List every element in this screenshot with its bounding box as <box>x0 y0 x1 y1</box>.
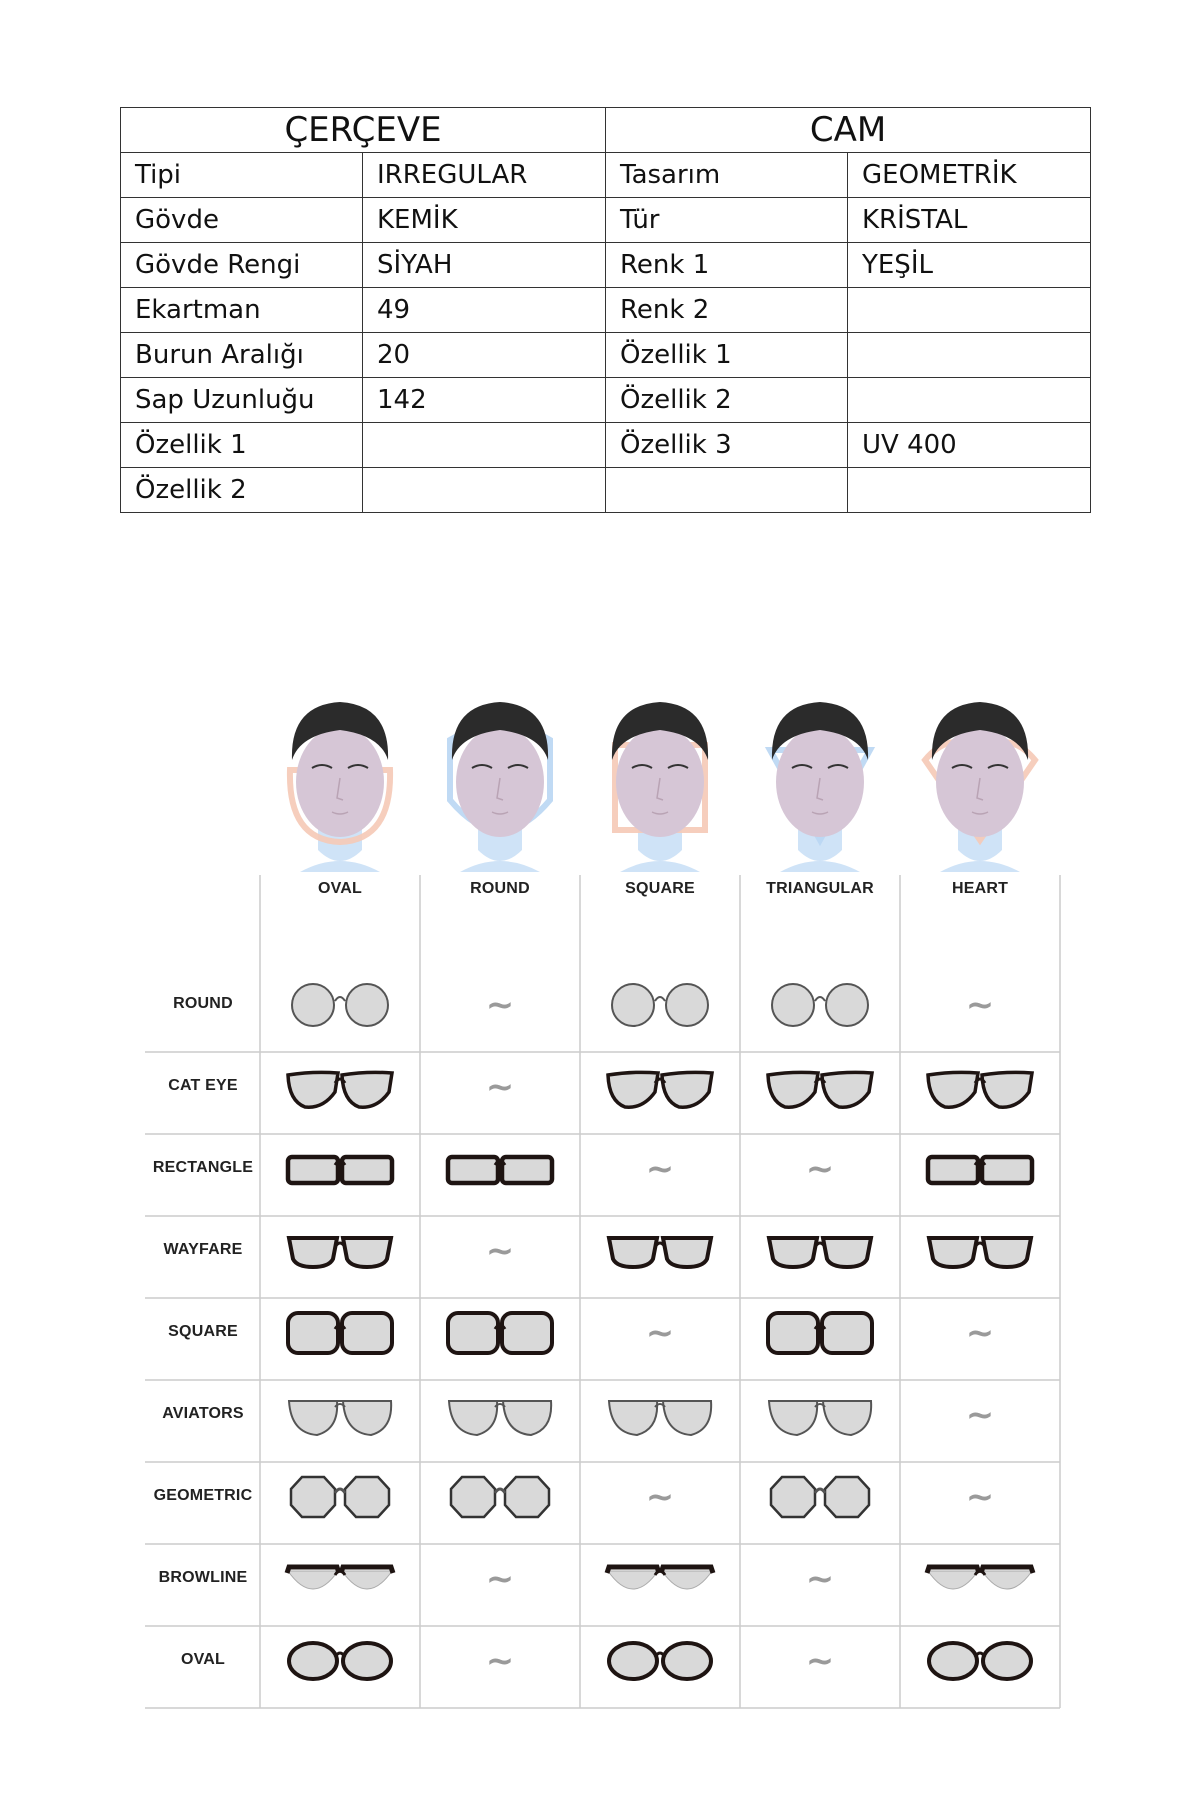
frame-value: 142 <box>363 378 606 423</box>
square-glasses-icon <box>768 1313 872 1353</box>
not-recommended-mark <box>420 1052 580 1122</box>
tilde-icon: ~ <box>965 985 995 1025</box>
round-glasses-icon <box>612 984 708 1026</box>
not-recommended-mark <box>740 1134 900 1204</box>
not-recommended-mark <box>900 1298 1060 1368</box>
tilde-icon: ~ <box>645 1477 675 1517</box>
lens-value: YEŞİL <box>848 243 1091 288</box>
wayfarer-glasses-icon <box>769 1238 871 1267</box>
oval-glasses-icon <box>929 1643 1031 1679</box>
wayfarer-glasses-icon <box>609 1238 711 1267</box>
geometric-glasses-icon <box>451 1477 549 1517</box>
not-recommended-mark <box>420 1544 580 1614</box>
frame-label: Ekartman <box>121 288 363 333</box>
frame-value: 49 <box>363 288 606 333</box>
spec-row <box>121 243 1091 288</box>
tilde-icon: ~ <box>805 1641 835 1681</box>
frame-type-label: SQUARE <box>168 1323 238 1340</box>
aviator-glasses-icon <box>449 1401 551 1435</box>
lens-label: Tür <box>606 198 848 243</box>
spec-row <box>121 468 1091 513</box>
face-shape-label: ROUND <box>470 880 530 897</box>
frame-value: SİYAH <box>363 243 606 288</box>
not-recommended-mark <box>900 1462 1060 1532</box>
aviator-glasses-icon <box>289 1401 391 1435</box>
square-glasses-icon <box>288 1313 392 1353</box>
tilde-icon: ~ <box>485 985 515 1025</box>
lens-label: Özellik 2 <box>606 378 848 423</box>
lens-label <box>606 468 848 513</box>
face-shape-label: SQUARE <box>625 880 695 897</box>
frame-type-label: ROUND <box>173 995 233 1012</box>
not-recommended-mark <box>740 1626 900 1696</box>
not-recommended-mark <box>740 1544 900 1614</box>
frame-type-label: AVIATORS <box>162 1405 244 1422</box>
rectangle-glasses-icon <box>288 1157 392 1183</box>
tilde-icon: ~ <box>805 1149 835 1189</box>
spec-table-container <box>120 107 1090 513</box>
lens-header: CAM <box>606 108 1091 153</box>
tilde-icon: ~ <box>805 1559 835 1599</box>
tilde-icon: ~ <box>645 1313 675 1353</box>
wayfarer-glasses-icon <box>929 1238 1031 1267</box>
lens-label: Renk 1 <box>606 243 848 288</box>
frame-label: Gövde <box>121 198 363 243</box>
frame-type-label: RECTANGLE <box>152 1159 254 1176</box>
geometric-glasses-icon <box>771 1477 869 1517</box>
cat-eye-glasses-icon <box>608 1072 712 1107</box>
spec-row <box>121 333 1091 378</box>
not-recommended-mark <box>900 970 1060 1040</box>
round-glasses-icon <box>772 984 868 1026</box>
frame-value <box>363 468 606 513</box>
frame-guide <box>140 690 1070 1710</box>
frame-value: KEMİK <box>363 198 606 243</box>
lens-label: Renk 2 <box>606 288 848 333</box>
lens-value: GEOMETRİK <box>848 153 1091 198</box>
frame-type-label: OVAL <box>180 1651 226 1668</box>
face-triangular-icon <box>770 702 870 872</box>
lens-value <box>848 333 1091 378</box>
face-shape-label: OVAL <box>317 880 363 897</box>
frame-type-label: CAT EYE <box>168 1077 238 1094</box>
lens-value <box>848 288 1091 333</box>
lens-value <box>848 378 1091 423</box>
face-shape-label: HEART <box>951 880 1009 897</box>
round-glasses-icon <box>292 984 388 1026</box>
wayfarer-glasses-icon <box>289 1238 391 1267</box>
frame-value: 20 <box>363 333 606 378</box>
not-recommended-mark <box>420 1216 580 1286</box>
not-recommended-mark <box>580 1298 740 1368</box>
frame-type-label: BROWLINE <box>158 1569 248 1586</box>
frame-label: Gövde Rengi <box>121 243 363 288</box>
lens-value: UV 400 <box>848 423 1091 468</box>
lens-label: Özellik 1 <box>606 333 848 378</box>
face-heart-icon <box>925 702 1035 872</box>
tilde-icon: ~ <box>645 1149 675 1189</box>
frame-type-label: WAYFARE <box>163 1241 243 1258</box>
lens-value: KRİSTAL <box>848 198 1091 243</box>
frame-label: Tipi <box>121 153 363 198</box>
tilde-icon: ~ <box>485 1641 515 1681</box>
not-recommended-mark <box>420 970 580 1040</box>
spec-row <box>121 423 1091 468</box>
spec-table <box>120 107 1091 513</box>
frame-label: Özellik 1 <box>121 423 363 468</box>
lens-label: Tasarım <box>606 153 848 198</box>
frame-label: Sap Uzunluğu <box>121 378 363 423</box>
browline-glasses-icon <box>287 1567 393 1589</box>
cat-eye-glasses-icon <box>768 1072 872 1107</box>
frame-label: Burun Aralığı <box>121 333 363 378</box>
frame-label: Özellik 2 <box>121 468 363 513</box>
browline-glasses-icon <box>927 1567 1033 1589</box>
tilde-icon: ~ <box>485 1231 515 1271</box>
not-recommended-mark <box>900 1380 1060 1450</box>
not-recommended-mark <box>580 1134 740 1204</box>
aviator-glasses-icon <box>609 1401 711 1435</box>
rectangle-glasses-icon <box>928 1157 1032 1183</box>
spec-row <box>121 198 1091 243</box>
rectangle-glasses-icon <box>448 1157 552 1183</box>
tilde-icon: ~ <box>485 1067 515 1107</box>
tilde-icon: ~ <box>485 1559 515 1599</box>
browline-glasses-icon <box>607 1567 713 1589</box>
lens-value <box>848 468 1091 513</box>
geometric-glasses-icon <box>291 1477 389 1517</box>
spec-row <box>121 153 1091 198</box>
cat-eye-glasses-icon <box>288 1072 392 1107</box>
aviator-glasses-icon <box>769 1401 871 1435</box>
spec-row <box>121 288 1091 333</box>
frame-value: IRREGULAR <box>363 153 606 198</box>
tilde-icon: ~ <box>965 1313 995 1353</box>
face-round-icon <box>450 702 550 872</box>
square-glasses-icon <box>448 1313 552 1353</box>
oval-glasses-icon <box>289 1643 391 1679</box>
frame-type-label: GEOMETRIC <box>153 1487 253 1504</box>
spec-row <box>121 378 1091 423</box>
face-oval-icon <box>290 702 390 872</box>
tilde-icon: ~ <box>965 1477 995 1517</box>
not-recommended-mark <box>580 1462 740 1532</box>
tilde-icon: ~ <box>965 1395 995 1435</box>
not-recommended-mark <box>420 1626 580 1696</box>
face-square-icon <box>612 702 708 872</box>
oval-glasses-icon <box>609 1643 711 1679</box>
frame-header: ÇERÇEVE <box>121 108 606 153</box>
lens-label: Özellik 3 <box>606 423 848 468</box>
cat-eye-glasses-icon <box>928 1072 1032 1107</box>
frame-value <box>363 423 606 468</box>
face-shape-label: TRIANGULAR <box>766 880 874 897</box>
spec-header-row <box>121 108 1091 153</box>
